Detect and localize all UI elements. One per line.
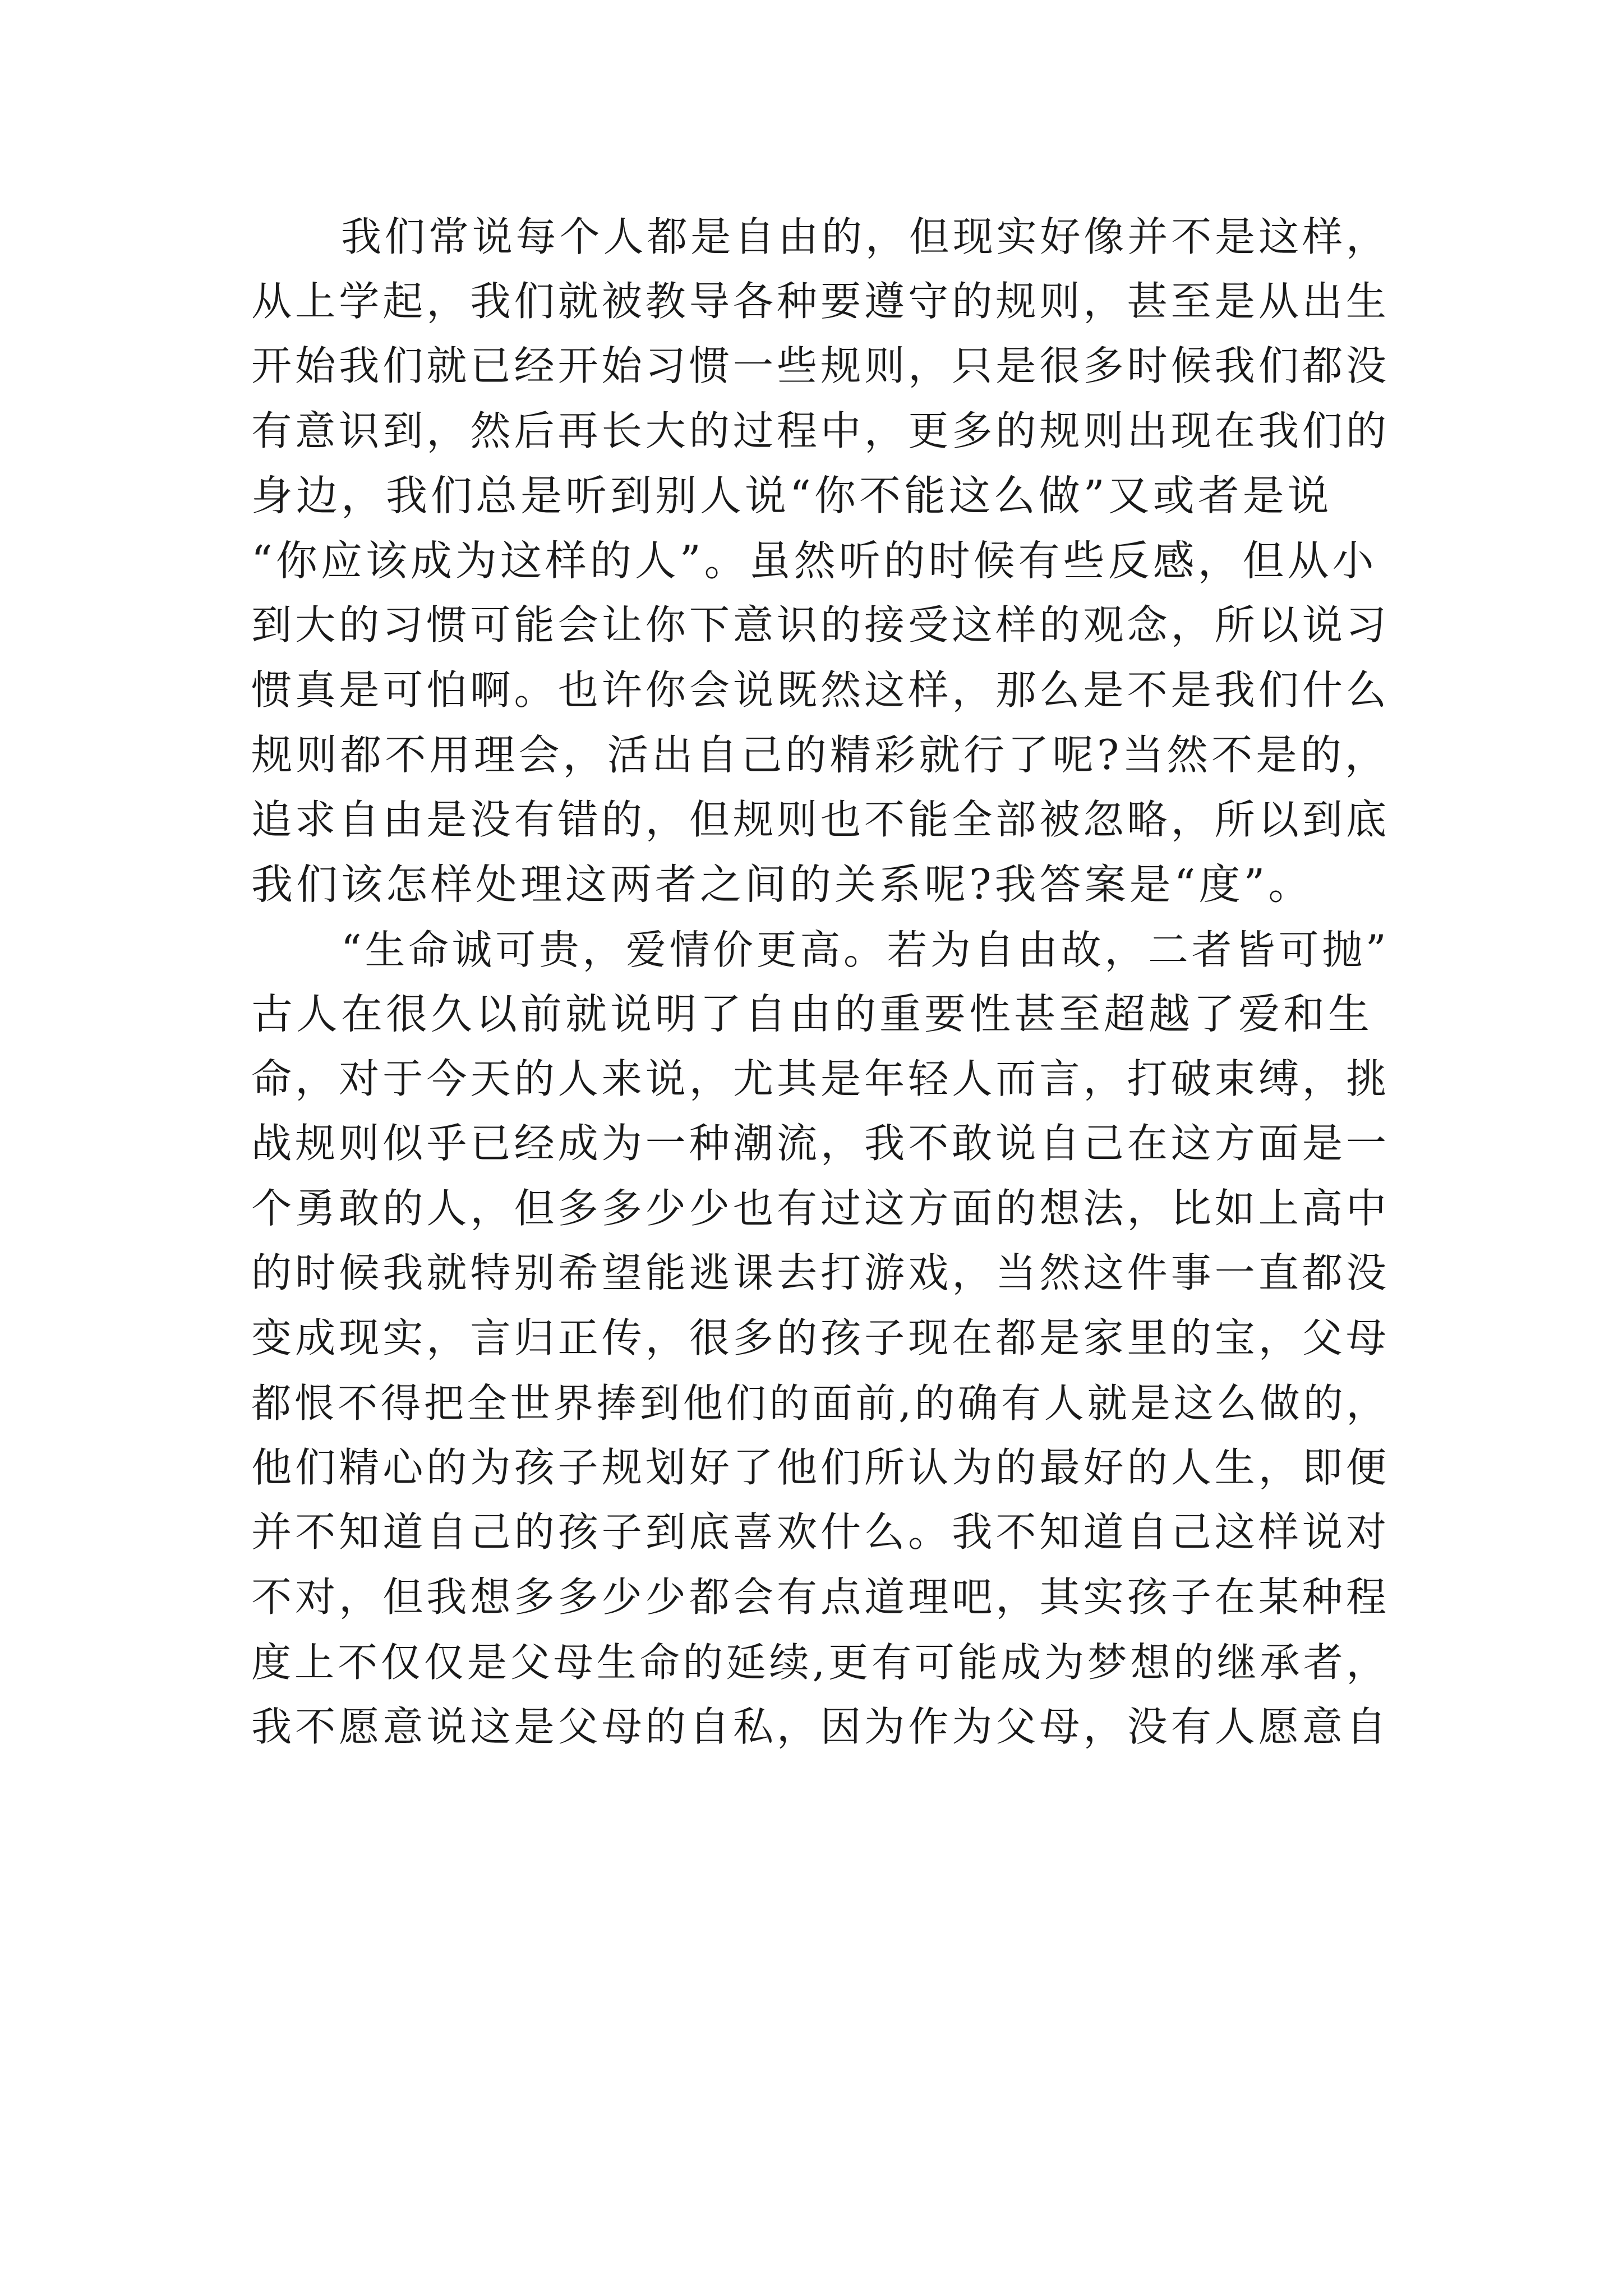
text-line: 到大的习惯可能会让你下意识的接受这样的观念，所以说习 xyxy=(251,602,1390,649)
text-line: 身边，我们总是听到别人说“你不能这么做”又或者是说 xyxy=(251,472,1332,520)
body-text xyxy=(251,205,1390,1760)
text-line: 有意识到，然后再长大的过程中，更多的规则出现在我们的 xyxy=(251,407,1390,455)
text-line: 变成现实，言归正传，很多的孩子现在都是家里的宝，父母 xyxy=(251,1314,1390,1362)
text-line: 惯真是可怕啊。也许你会说既然这样，那么是不是我们什么 xyxy=(251,666,1390,714)
text-line: 我不愿意说这是父母的自私，因为作为父母，没有人愿意自 xyxy=(251,1703,1390,1751)
text-line: 规则都不用理会，活出自己的精彩就行了呢?当然不是的， xyxy=(251,731,1390,779)
text-line: 度上不仅仅是父母生命的延续,更有可能成为梦想的继承者， xyxy=(251,1639,1390,1686)
text-line: “生命诚可贵，爱情价更高。若为自由故，二者皆可抛” xyxy=(341,926,1390,973)
text-line: 都恨不得把全世界捧到他们的面前,的确有人就是这么做的， xyxy=(251,1380,1390,1427)
text-line: 追求自由是没有错的，但规则也不能全部被忽略，所以到底 xyxy=(251,796,1390,844)
text-line: 他们精心的为孩子规划好了他们所认为的最好的人生，即便 xyxy=(251,1444,1390,1492)
text-line: 古人在很久以前就说明了自由的重要性甚至超越了爱和生 xyxy=(251,990,1373,1038)
text-line: “你应该成为这样的人”。虽然听的时候有些反感，但从小 xyxy=(251,536,1377,585)
text-line: 开始我们就已经开始习惯一些规则，只是很多时候我们都没 xyxy=(251,343,1390,390)
text-line: 从上学起，我们就被教导各种要遵守的规则，甚至是从出生 xyxy=(251,278,1390,325)
text-line: 我们常说每个人都是自由的，但现实好像并不是这样， xyxy=(341,213,1390,260)
text-line: 并不知道自己的孩子到底喜欢什么。我不知道自己这样说对 xyxy=(251,1509,1390,1556)
text-line: 命，对于今天的人来说，尤其是年轻人而言，打破束缚，挑 xyxy=(251,1055,1390,1103)
text-line: 战规则似乎已经成为一种潮流，我不敢说自己在这方面是一 xyxy=(251,1120,1390,1167)
text-line: 不对，但我想多多少少都会有点道理吧，其实孩子在某种程 xyxy=(251,1573,1390,1621)
text-line: 个勇敢的人，但多多少少也有过这方面的想法，比如上高中 xyxy=(251,1185,1390,1232)
text-line: 的时候我就特别希望能逃课去打游戏，当然这件事一直都没 xyxy=(251,1250,1390,1297)
text-line: 我们该怎样处理这两者之间的关系呢?我答案是“度”。 xyxy=(251,861,1313,909)
